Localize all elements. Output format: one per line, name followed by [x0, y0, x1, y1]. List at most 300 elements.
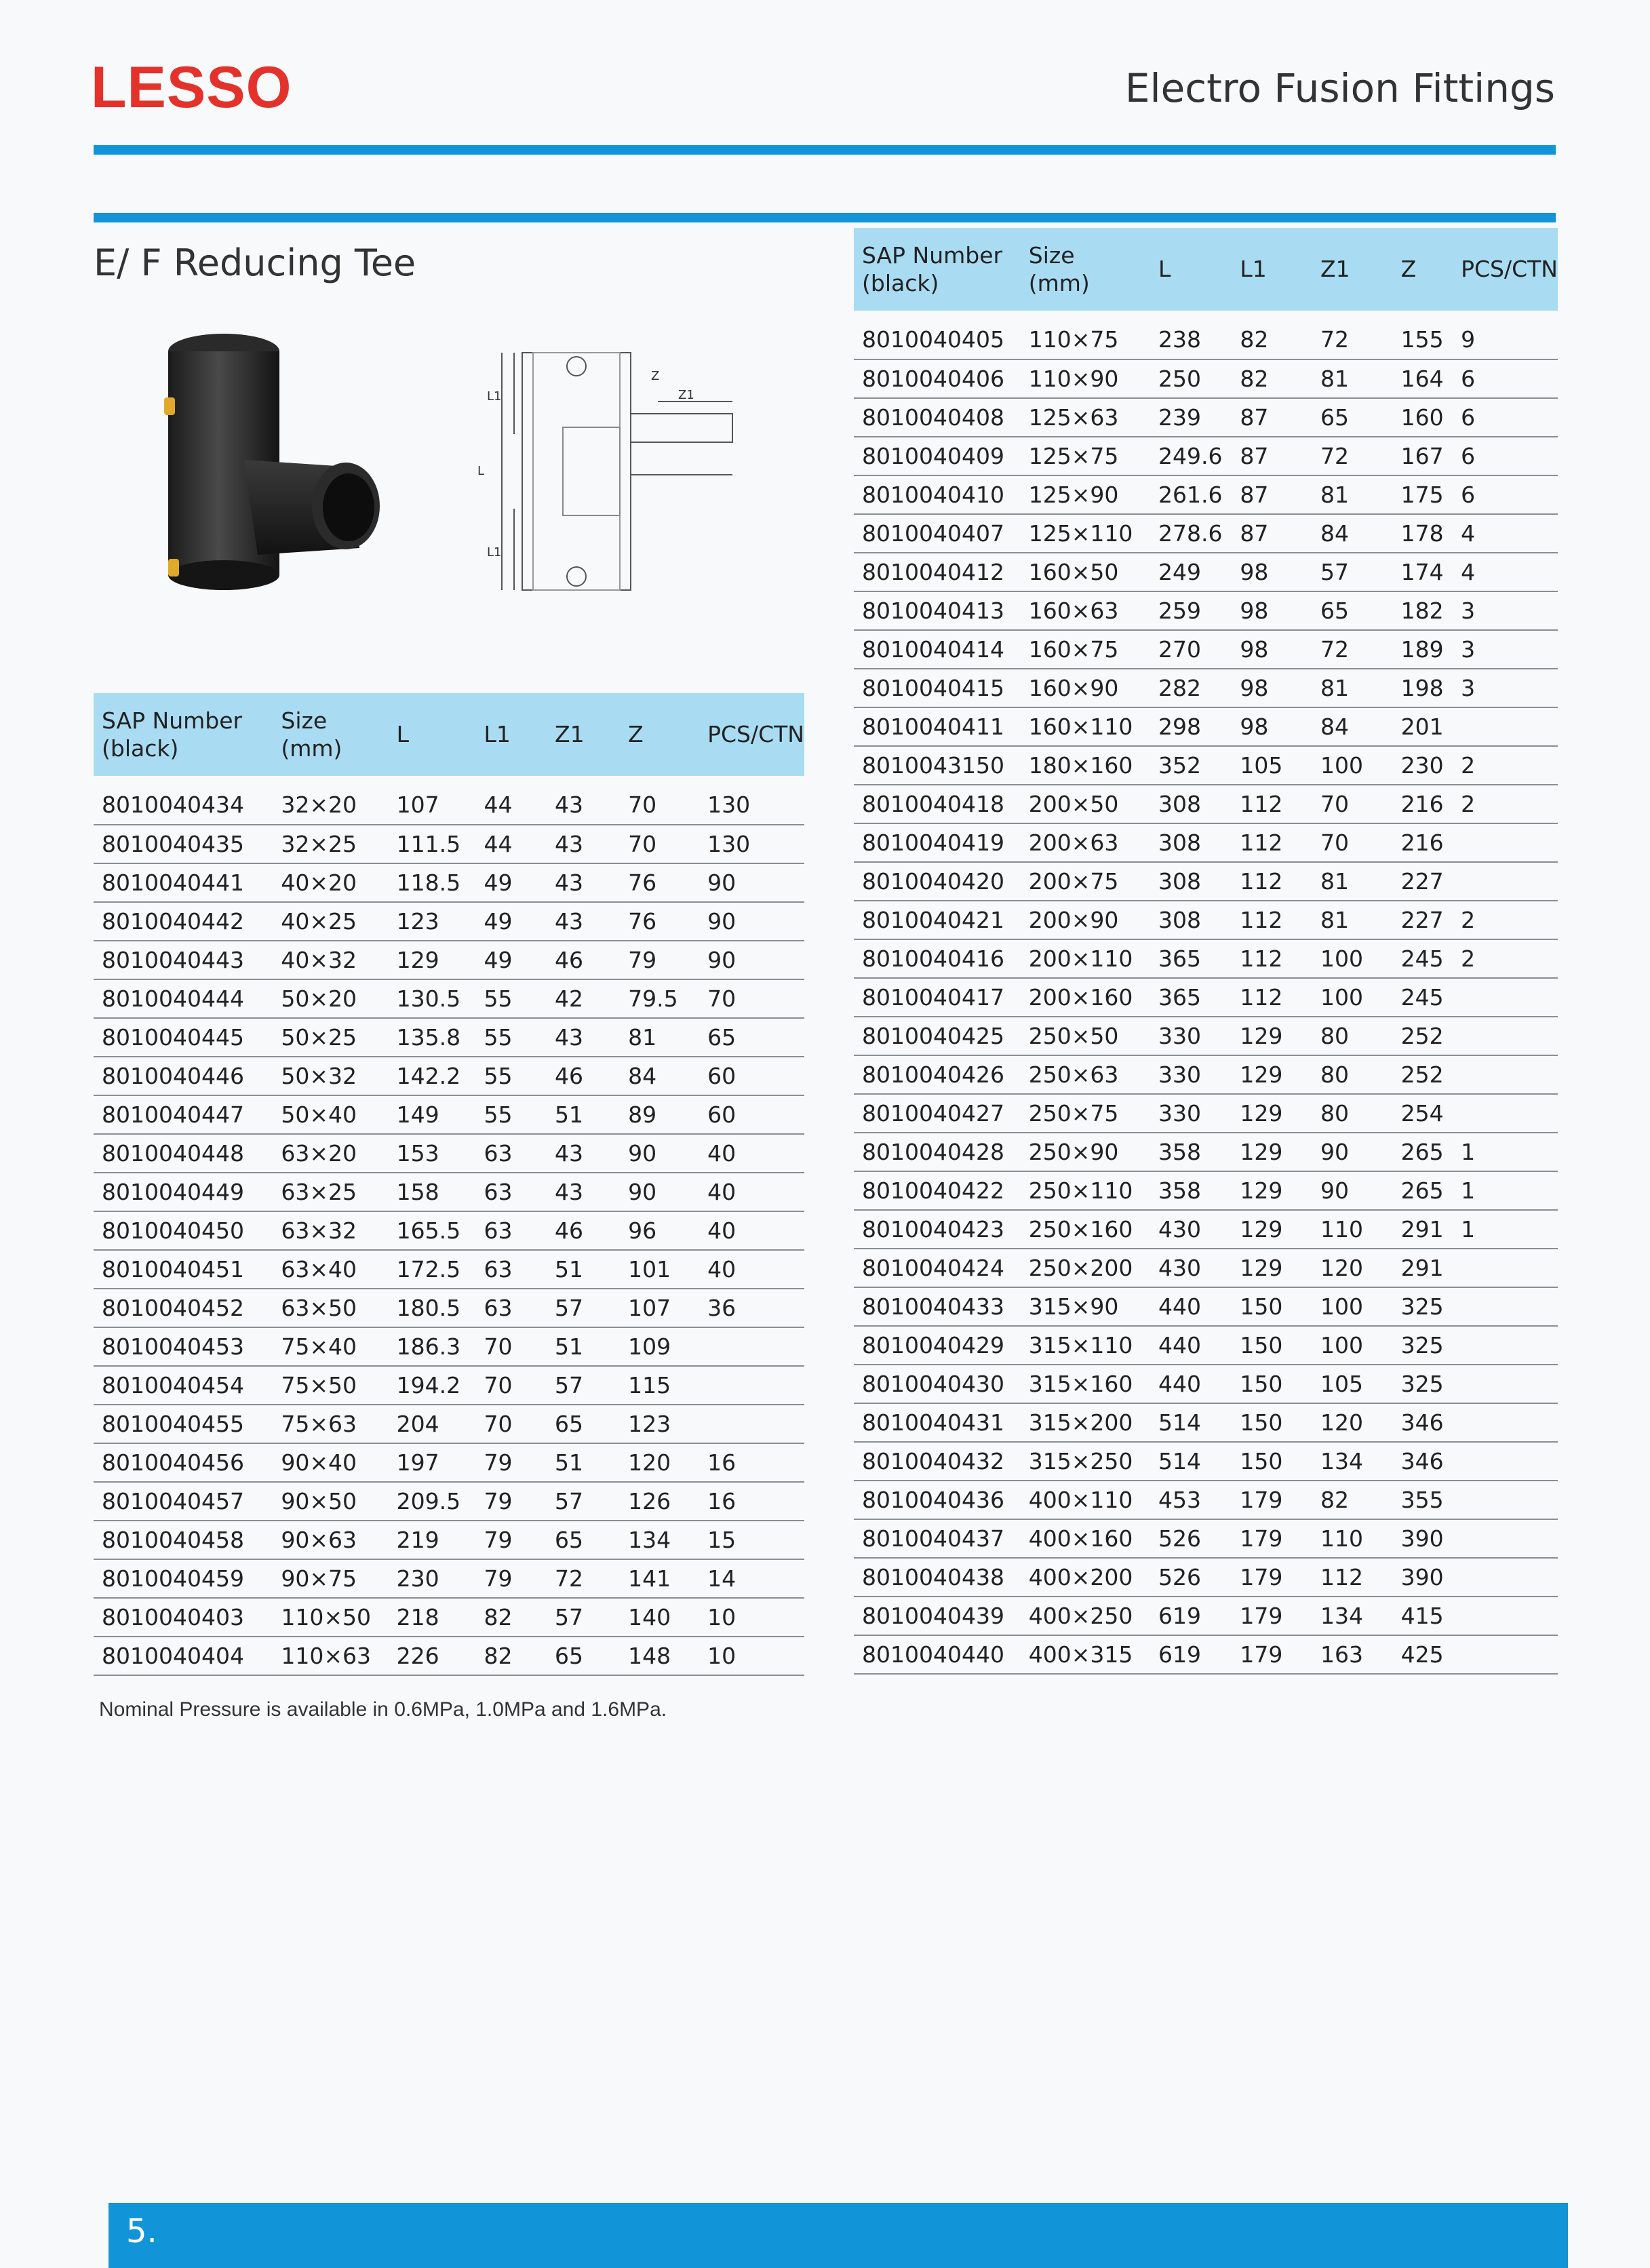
cell-z: 230 — [1393, 746, 1453, 785]
table-row — [854, 1055, 1558, 1094]
cell-size: 110×63 — [273, 1637, 388, 1675]
cell-z1: 90 — [1312, 1133, 1393, 1171]
cell-l: 308 — [1150, 785, 1232, 823]
cell-size: 200×110 — [1021, 939, 1150, 978]
reducing-tee-photo — [142, 324, 414, 609]
cell-pcs-ctn: 3 — [1453, 630, 1558, 669]
table-row — [94, 941, 804, 979]
cell-size: 400×315 — [1021, 1635, 1150, 1674]
cell-z1: 110 — [1312, 1210, 1393, 1249]
cell-z: 252 — [1393, 1055, 1453, 1094]
cell-pcs-ctn — [699, 1327, 804, 1366]
cell-l: 430 — [1150, 1210, 1232, 1249]
section-divider — [94, 213, 1556, 222]
cell-size: 32×25 — [273, 825, 388, 863]
cell-z1: 100 — [1312, 978, 1393, 1017]
cell-l1: 44 — [476, 776, 547, 825]
cell-l: 308 — [1150, 901, 1232, 939]
cell-sap-number: 8010040419 — [854, 823, 1021, 862]
cell-sap-number: 8010040447 — [94, 1095, 273, 1134]
cell-z: 84 — [620, 1057, 699, 1095]
col-header-sap: SAP Number (black) — [94, 693, 273, 776]
cell-pcs-ctn: 130 — [699, 776, 804, 825]
cell-l: 619 — [1150, 1635, 1232, 1674]
cell-size: 75×63 — [273, 1405, 388, 1443]
cell-l1: 87 — [1232, 514, 1312, 553]
cell-sap-number: 8010040422 — [854, 1171, 1021, 1210]
cell-pcs-ctn: 60 — [699, 1057, 804, 1095]
cell-size: 125×110 — [1021, 514, 1150, 553]
cell-pcs-ctn: 2 — [1453, 939, 1558, 978]
svg-text:Z: Z — [651, 369, 660, 383]
cell-z1: 120 — [1312, 1249, 1393, 1287]
table-row — [94, 1211, 804, 1250]
cell-size: 250×200 — [1021, 1249, 1150, 1287]
cell-sap-number: 8010040415 — [854, 669, 1021, 707]
cell-z: 425 — [1393, 1635, 1453, 1674]
table-row — [94, 1327, 804, 1366]
cell-l: 270 — [1150, 630, 1232, 669]
table-row — [94, 1637, 804, 1675]
cell-size: 315×200 — [1021, 1403, 1150, 1442]
cell-z1: 81 — [1312, 359, 1393, 398]
table-row — [94, 1559, 804, 1598]
cell-size: 125×63 — [1021, 398, 1150, 437]
cell-size: 40×32 — [273, 941, 388, 979]
cell-size: 50×20 — [273, 979, 388, 1018]
cell-size: 160×63 — [1021, 591, 1150, 630]
table-row — [854, 591, 1558, 630]
cell-z: 89 — [620, 1095, 699, 1134]
cell-z1: 46 — [547, 1057, 620, 1095]
cell-pcs-ctn: 6 — [1453, 359, 1558, 398]
cell-l1: 82 — [476, 1637, 547, 1675]
cell-sap-number: 8010043150 — [854, 746, 1021, 785]
table-row — [94, 979, 804, 1018]
cell-l: 278.6 — [1150, 514, 1232, 553]
cell-z1: 112 — [1312, 1558, 1393, 1597]
cell-sap-number: 8010040457 — [94, 1482, 273, 1521]
cell-sap-number: 8010040451 — [94, 1250, 273, 1289]
cell-z: 134 — [620, 1521, 699, 1559]
cell-l: 249.6 — [1150, 437, 1232, 475]
cell-l1: 55 — [476, 1057, 547, 1095]
cell-z: 216 — [1393, 823, 1453, 862]
cell-l1: 63 — [476, 1134, 547, 1173]
cell-pcs-ctn: 130 — [699, 825, 804, 863]
cell-size: 160×90 — [1021, 669, 1150, 707]
cell-l1: 63 — [476, 1289, 547, 1327]
dimension-diagram — [461, 339, 746, 604]
cell-l1: 63 — [476, 1250, 547, 1289]
cell-size: 90×63 — [273, 1521, 388, 1559]
cell-sap-number: 8010040444 — [94, 979, 273, 1018]
table-row — [854, 437, 1558, 475]
cell-l: 118.5 — [389, 863, 476, 902]
cell-z: 70 — [620, 776, 699, 825]
cell-z1: 82 — [1312, 1481, 1393, 1519]
cell-sap-number: 8010040448 — [94, 1134, 273, 1173]
cell-pcs-ctn: 1 — [1453, 1210, 1558, 1249]
cell-z1: 100 — [1312, 746, 1393, 785]
cell-l1: 129 — [1232, 1171, 1312, 1210]
cell-pcs-ctn: 60 — [699, 1095, 804, 1134]
table-row — [854, 669, 1558, 707]
cell-l: 440 — [1150, 1326, 1232, 1365]
cell-sap-number: 8010040428 — [854, 1133, 1021, 1171]
col-header-size: Size (mm) — [1021, 228, 1150, 311]
cell-l1: 129 — [1232, 1210, 1312, 1249]
cell-l1: 98 — [1232, 553, 1312, 591]
cell-z: 174 — [1393, 553, 1453, 591]
table-row — [854, 1171, 1558, 1210]
cell-z: 227 — [1393, 862, 1453, 901]
cell-sap-number: 8010040445 — [94, 1018, 273, 1057]
cell-l1: 79 — [476, 1482, 547, 1521]
col-header-pcs: PCS/CTN — [1453, 228, 1558, 311]
table-row — [854, 514, 1558, 553]
cell-z1: 81 — [1312, 669, 1393, 707]
cell-z1: 72 — [1312, 630, 1393, 669]
cell-pcs-ctn — [1453, 1055, 1558, 1094]
cell-sap-number: 8010040454 — [94, 1366, 273, 1405]
cell-z1: 65 — [547, 1521, 620, 1559]
cell-z1: 105 — [1312, 1365, 1393, 1403]
cell-size: 315×90 — [1021, 1287, 1150, 1326]
cell-z: 167 — [1393, 437, 1453, 475]
cell-l1: 98 — [1232, 669, 1312, 707]
cell-l: 430 — [1150, 1249, 1232, 1287]
table-row — [854, 311, 1558, 359]
cell-sap-number: 8010040446 — [94, 1057, 273, 1095]
cell-z1: 51 — [547, 1443, 620, 1482]
cell-l1: 150 — [1232, 1326, 1312, 1365]
cell-z: 79.5 — [620, 979, 699, 1018]
cell-z: 216 — [1393, 785, 1453, 823]
cell-l: 226 — [389, 1637, 476, 1675]
cell-pcs-ctn — [1453, 707, 1558, 746]
cell-pcs-ctn: 3 — [1453, 591, 1558, 630]
cell-pcs-ctn: 1 — [1453, 1133, 1558, 1171]
cell-pcs-ctn — [1453, 978, 1558, 1017]
cell-z1: 81 — [1312, 901, 1393, 939]
cell-z1: 42 — [547, 979, 620, 1018]
cell-l1: 112 — [1232, 862, 1312, 901]
cell-size: 180×160 — [1021, 746, 1150, 785]
col-header-z1: Z1 — [547, 693, 620, 776]
cell-pcs-ctn — [1453, 1403, 1558, 1442]
cell-z: 90 — [620, 1134, 699, 1173]
cell-l1: 98 — [1232, 591, 1312, 630]
brand-logo: LESSO — [91, 55, 292, 120]
cell-pcs-ctn — [699, 1405, 804, 1443]
cell-z: 76 — [620, 863, 699, 902]
cell-l: 180.5 — [389, 1289, 476, 1327]
cell-l: 250 — [1150, 359, 1232, 398]
cell-size: 32×20 — [273, 776, 388, 825]
table-row — [854, 1558, 1558, 1597]
cell-l: 261.6 — [1150, 475, 1232, 514]
cell-l: 153 — [389, 1134, 476, 1173]
cell-z1: 43 — [547, 1018, 620, 1057]
cell-sap-number: 8010040433 — [854, 1287, 1021, 1326]
cell-pcs-ctn — [1453, 1326, 1558, 1365]
cell-sap-number: 8010040403 — [94, 1598, 273, 1637]
cell-l1: 49 — [476, 941, 547, 979]
cell-z1: 110 — [1312, 1519, 1393, 1558]
cell-pcs-ctn: 16 — [699, 1443, 804, 1482]
cell-sap-number: 8010040410 — [854, 475, 1021, 514]
cell-sap-number: 8010040437 — [854, 1519, 1021, 1558]
cell-z1: 43 — [547, 863, 620, 902]
cell-z1: 43 — [547, 776, 620, 825]
page-number: 5. — [126, 2212, 157, 2250]
cell-pcs-ctn: 15 — [699, 1521, 804, 1559]
cell-pcs-ctn: 4 — [1453, 553, 1558, 591]
cell-pcs-ctn: 40 — [699, 1250, 804, 1289]
cell-pcs-ctn: 6 — [1453, 398, 1558, 437]
cell-z: 265 — [1393, 1133, 1453, 1171]
table-row — [854, 1133, 1558, 1171]
cell-sap-number: 8010040439 — [854, 1597, 1021, 1635]
cell-l1: 129 — [1232, 1133, 1312, 1171]
table-row — [94, 1366, 804, 1405]
cell-l: 158 — [389, 1173, 476, 1211]
cell-size: 40×20 — [273, 863, 388, 902]
cell-z: 70 — [620, 825, 699, 863]
cell-size: 50×32 — [273, 1057, 388, 1095]
cell-l1: 70 — [476, 1366, 547, 1405]
cell-size: 63×20 — [273, 1134, 388, 1173]
table-row — [854, 1481, 1558, 1519]
cell-sap-number: 8010040423 — [854, 1210, 1021, 1249]
cell-size: 200×50 — [1021, 785, 1150, 823]
cell-size: 75×40 — [273, 1327, 388, 1366]
cell-sap-number: 8010040432 — [854, 1442, 1021, 1481]
table-row — [854, 1597, 1558, 1635]
cell-z1: 80 — [1312, 1055, 1393, 1094]
cell-z1: 100 — [1312, 1287, 1393, 1326]
cell-size: 50×25 — [273, 1018, 388, 1057]
cell-size: 63×50 — [273, 1289, 388, 1327]
cell-l: 230 — [389, 1559, 476, 1598]
cell-size: 110×50 — [273, 1598, 388, 1637]
table-row — [854, 746, 1558, 785]
table-row — [854, 823, 1558, 862]
cell-l1: 55 — [476, 1095, 547, 1134]
cell-l: 204 — [389, 1405, 476, 1443]
cell-l: 209.5 — [389, 1482, 476, 1521]
cell-l: 526 — [1150, 1519, 1232, 1558]
cell-z1: 65 — [1312, 398, 1393, 437]
cell-size: 250×90 — [1021, 1133, 1150, 1171]
table-row — [94, 1521, 804, 1559]
cell-z: 126 — [620, 1482, 699, 1521]
cell-l: 330 — [1150, 1094, 1232, 1133]
cell-l1: 150 — [1232, 1365, 1312, 1403]
table-row — [854, 862, 1558, 901]
table-row — [94, 1598, 804, 1637]
cell-l: 308 — [1150, 862, 1232, 901]
cell-l1: 150 — [1232, 1403, 1312, 1442]
cell-l: 197 — [389, 1443, 476, 1482]
table-row — [854, 1403, 1558, 1442]
cell-sap-number: 8010040438 — [854, 1558, 1021, 1597]
table-row — [94, 1095, 804, 1134]
cell-z1: 80 — [1312, 1017, 1393, 1055]
cell-pcs-ctn: 6 — [1453, 475, 1558, 514]
cell-sap-number: 8010040407 — [854, 514, 1021, 553]
cell-l: 239 — [1150, 398, 1232, 437]
table-row — [94, 1057, 804, 1095]
cell-pcs-ctn: 6 — [1453, 437, 1558, 475]
cell-pcs-ctn — [1453, 1249, 1558, 1287]
cell-pcs-ctn: 2 — [1453, 785, 1558, 823]
cell-pcs-ctn: 3 — [1453, 669, 1558, 707]
cell-pcs-ctn: 10 — [699, 1637, 804, 1675]
cell-z1: 84 — [1312, 707, 1393, 746]
cell-z: 325 — [1393, 1287, 1453, 1326]
table-row — [854, 1287, 1558, 1326]
cell-z1: 134 — [1312, 1597, 1393, 1635]
cell-pcs-ctn: 2 — [1453, 901, 1558, 939]
catalog-title: Electro Fusion Fittings — [1124, 65, 1555, 111]
col-header-l1: L1 — [1232, 228, 1312, 311]
cell-l1: 98 — [1232, 707, 1312, 746]
cell-z: 140 — [620, 1598, 699, 1637]
table-row — [94, 776, 804, 825]
cell-size: 315×160 — [1021, 1365, 1150, 1403]
cell-pcs-ctn: 90 — [699, 941, 804, 979]
table-row — [854, 475, 1558, 514]
cell-sap-number: 8010040412 — [854, 553, 1021, 591]
svg-text:Z1: Z1 — [678, 388, 694, 402]
cell-pcs-ctn: 9 — [1453, 311, 1558, 359]
cell-l1: 112 — [1232, 978, 1312, 1017]
cell-z1: 43 — [547, 1134, 620, 1173]
cell-sap-number: 8010040450 — [94, 1211, 273, 1250]
cell-sap-number: 8010040442 — [94, 902, 273, 941]
cell-l1: 129 — [1232, 1249, 1312, 1287]
cell-sap-number: 8010040434 — [94, 776, 273, 825]
cell-sap-number: 8010040449 — [94, 1173, 273, 1211]
cell-l: 135.8 — [389, 1018, 476, 1057]
cell-sap-number: 8010040441 — [94, 863, 273, 902]
cell-size: 250×50 — [1021, 1017, 1150, 1055]
table-header-row — [94, 693, 804, 776]
cell-l1: 82 — [1232, 359, 1312, 398]
cell-sap-number: 8010040431 — [854, 1403, 1021, 1442]
cell-z1: 57 — [547, 1482, 620, 1521]
cell-size: 63×25 — [273, 1173, 388, 1211]
cell-z1: 70 — [1312, 823, 1393, 862]
cell-l: 453 — [1150, 1481, 1232, 1519]
spec-table-right — [854, 228, 1558, 1675]
cell-z1: 72 — [547, 1559, 620, 1598]
cell-l1: 63 — [476, 1211, 547, 1250]
cell-z1: 81 — [1312, 475, 1393, 514]
cell-l1: 112 — [1232, 823, 1312, 862]
cell-size: 400×200 — [1021, 1558, 1150, 1597]
cell-l: 358 — [1150, 1133, 1232, 1171]
cell-size: 200×75 — [1021, 862, 1150, 901]
cell-sap-number: 8010040455 — [94, 1405, 273, 1443]
cell-l: 149 — [389, 1095, 476, 1134]
cell-l1: 105 — [1232, 746, 1312, 785]
cell-pcs-ctn: 16 — [699, 1482, 804, 1521]
cell-l1: 87 — [1232, 398, 1312, 437]
cell-z1: 100 — [1312, 939, 1393, 978]
cell-z: 390 — [1393, 1519, 1453, 1558]
cell-sap-number: 8010040459 — [94, 1559, 273, 1598]
cell-pcs-ctn: 70 — [699, 979, 804, 1018]
cell-z: 120 — [620, 1443, 699, 1482]
cell-l: 440 — [1150, 1365, 1232, 1403]
cell-l: 142.2 — [389, 1057, 476, 1095]
cell-l: 238 — [1150, 311, 1232, 359]
table-row — [854, 978, 1558, 1017]
cell-pcs-ctn: 40 — [699, 1134, 804, 1173]
cell-size: 90×40 — [273, 1443, 388, 1482]
table-row — [854, 1017, 1558, 1055]
col-header-size: Size (mm) — [273, 693, 388, 776]
cell-l1: 55 — [476, 979, 547, 1018]
cell-z1: 90 — [1312, 1171, 1393, 1210]
cell-size: 90×75 — [273, 1559, 388, 1598]
cell-sap-number: 8010040414 — [854, 630, 1021, 669]
cell-z: 115 — [620, 1366, 699, 1405]
cell-pcs-ctn: 10 — [699, 1598, 804, 1637]
cell-pcs-ctn: 1 — [1453, 1171, 1558, 1210]
cell-l: 365 — [1150, 978, 1232, 1017]
svg-text:L1: L1 — [487, 545, 502, 560]
cell-l: 107 — [389, 776, 476, 825]
cell-size: 315×110 — [1021, 1326, 1150, 1365]
cell-pcs-ctn — [1453, 862, 1558, 901]
cell-pcs-ctn: 4 — [1453, 514, 1558, 553]
cell-z: 182 — [1393, 591, 1453, 630]
cell-size: 50×40 — [273, 1095, 388, 1134]
cell-z: 107 — [620, 1289, 699, 1327]
cell-pcs-ctn — [1453, 1287, 1558, 1326]
col-header-z: Z — [620, 693, 699, 776]
cell-size: 63×32 — [273, 1211, 388, 1250]
cell-size: 75×50 — [273, 1366, 388, 1405]
cell-l: 249 — [1150, 553, 1232, 591]
cell-sap-number: 8010040417 — [854, 978, 1021, 1017]
cell-pcs-ctn: 2 — [1453, 746, 1558, 785]
cell-sap-number: 8010040430 — [854, 1365, 1021, 1403]
cell-l: 165.5 — [389, 1211, 476, 1250]
pressure-note: Nominal Pressure is available in 0.6MPa, 1.0MPa and 1.6MPa. — [99, 1698, 667, 1721]
cell-z1: 72 — [1312, 437, 1393, 475]
col-header-z: Z — [1393, 228, 1453, 311]
cell-l: 194.2 — [389, 1366, 476, 1405]
cell-l1: 49 — [476, 863, 547, 902]
cell-l1: 79 — [476, 1443, 547, 1482]
table-row — [854, 398, 1558, 437]
cell-z1: 57 — [547, 1598, 620, 1637]
svg-text:L1: L1 — [487, 389, 502, 404]
cell-l1: 55 — [476, 1018, 547, 1057]
table-row — [854, 1326, 1558, 1365]
cell-l: 365 — [1150, 939, 1232, 978]
cell-z: 415 — [1393, 1597, 1453, 1635]
cell-pcs-ctn — [1453, 1094, 1558, 1133]
cell-z1: 163 — [1312, 1635, 1393, 1674]
cell-l1: 70 — [476, 1327, 547, 1366]
cell-l1: 179 — [1232, 1481, 1312, 1519]
